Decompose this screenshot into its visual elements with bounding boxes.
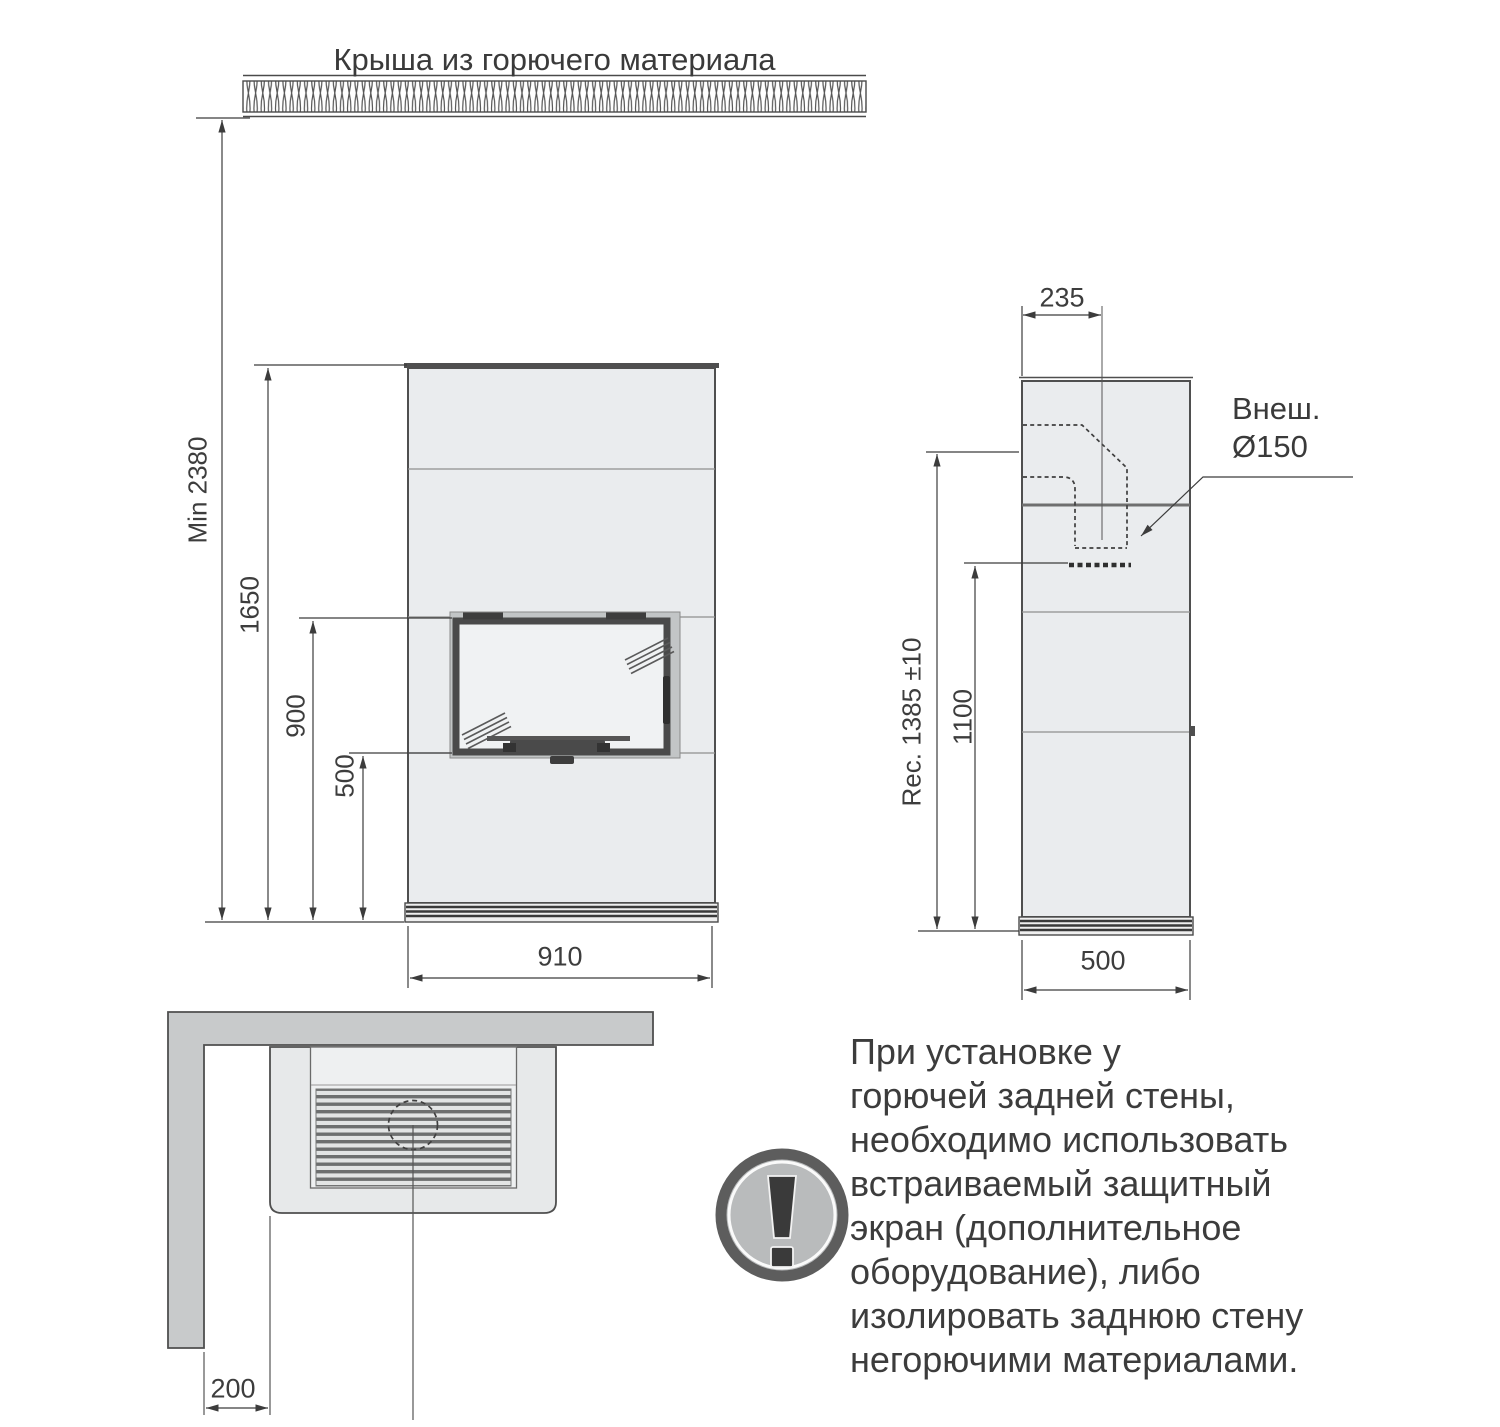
side-latch-icon [1189, 726, 1195, 736]
dim-900-label: 900 [280, 694, 311, 738]
warning-line: При установке у [850, 1031, 1121, 1072]
front-view [404, 366, 719, 923]
roof-label: Крыша из горючего материала [333, 42, 776, 77]
dim-500-depth-label: 500 [1080, 945, 1126, 976]
front-plinth [405, 903, 718, 922]
door-latch-icon [663, 676, 670, 724]
door-hinge-icon [606, 613, 646, 620]
flue-note-line2: Ø150 [1232, 429, 1308, 464]
dim-rec-1385-label: Rec. 1385 ±10 [896, 637, 927, 807]
dim-500-label: 500 [329, 754, 360, 798]
dim-200-label: 200 [210, 1373, 256, 1404]
roof-hatch-band [243, 76, 866, 117]
warning-line: оборудование), либо [850, 1251, 1201, 1292]
dim-235-label: 235 [1039, 282, 1085, 313]
dim-1100-label: 1100 [947, 689, 978, 745]
warning-line: экран (дополнительное [850, 1207, 1242, 1248]
side-plinth [1019, 917, 1193, 935]
firebox-door [450, 612, 680, 764]
flue-diameter-note [1232, 390, 1321, 466]
warning-line: встраиваемый защитный [850, 1163, 1272, 1204]
warning-line: необходимо использовать [850, 1119, 1288, 1160]
flue-note-line1: Внеш. [1232, 391, 1321, 426]
warning-line: изолировать заднюю стену [850, 1295, 1304, 1336]
warning-line: негорючими материалами. [850, 1339, 1299, 1380]
door-hinge-icon [463, 613, 503, 620]
dim-1650-label: 1650 [234, 576, 265, 634]
dim-910-label: 910 [537, 941, 583, 972]
side-view [1019, 378, 1195, 936]
dim-min-height-label: Min 2380 [182, 436, 213, 544]
warning-note [850, 1030, 1450, 1382]
warning-line: горючей задней стены, [850, 1075, 1235, 1116]
top-view [168, 1012, 653, 1348]
exclamation-icon [721, 1154, 843, 1276]
